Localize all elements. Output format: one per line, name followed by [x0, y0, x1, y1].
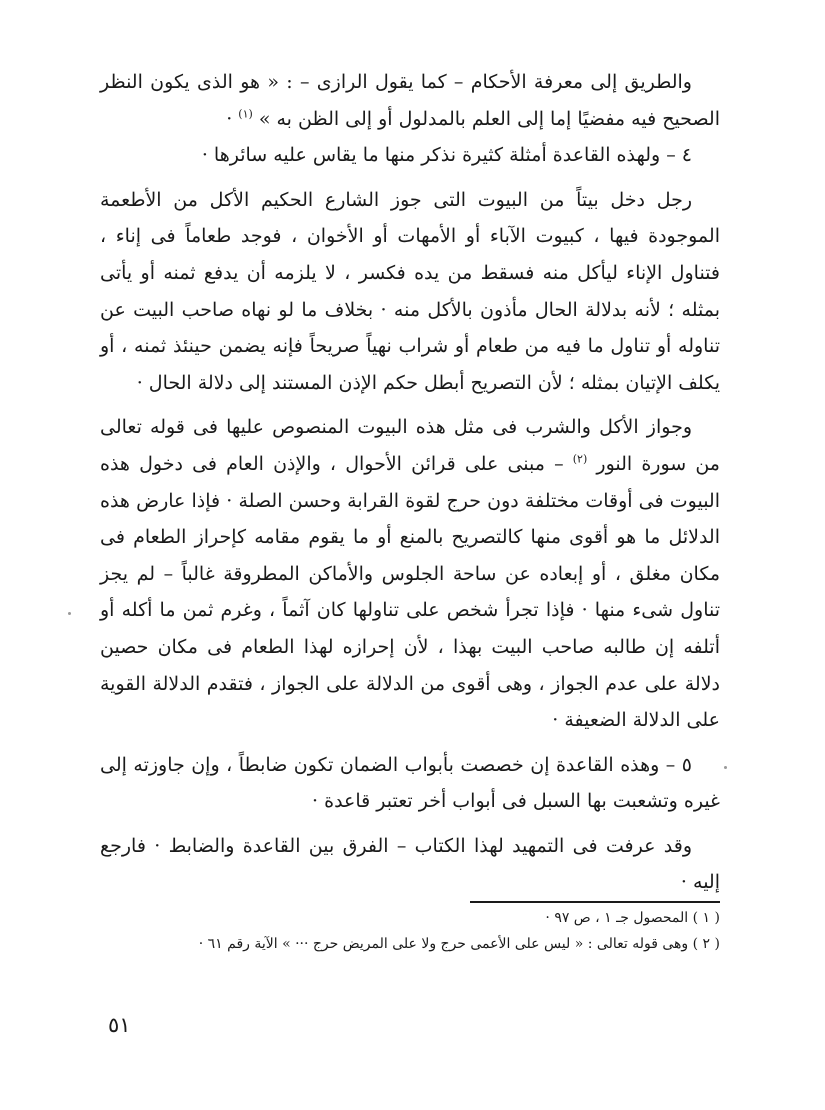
paragraph-text: والطريق إلى معرفة الأحكام – كما يقول الرازى – : « هو الذى يكون النظر الصحيح فيه مفضيًا إما إلى العلم بالمدلول أو إلى الظن به » [100, 71, 720, 130]
paragraph-closing: وقد عرفت فى التمهيد لهذا الكتاب – الفرق بين القاعدة والضابط · فارجع إليه · [100, 834, 720, 894]
page-number: ٥١ [108, 1013, 131, 1037]
paragraph-permission [100, 409, 720, 738]
footnote-separator [470, 901, 720, 903]
footnote-ref-1: (١) [238, 107, 253, 121]
paragraph-house-example: رجل دخل بيتاً من البيوت التى جوز الشارع الحكيم الأكل من الأطعمة الموجودة فيها ، كبيوت الآباء أو الأمهات أو الأخوان ، فوجد طعاماً فى إناء ، فتناول الإناء ليأكل منه فسقط من يده فكسر ، لا يلزمه أن يدفع ثمنه أو يأتى بمثله ؛ لأنه بدلالة الحال مأذون بالأكل منه · بخلاف ما لو نهاه صاحب البيت عن تناوله أو تناول ما فيه من طعام أو شراب نهياً صريحاً فإنه يضمن حينئذ ثمنه ، أو يكلف الإتيان بمثله ؛ لأن التصريح أبطل حكم الإذن المستند إلى دلالة الحال · [100, 188, 720, 394]
body-text [100, 64, 720, 901]
paragraph-rule-scope: ٥ – وهذه القاعدة إن خصصت بأبواب الضمان تكون ضابطاً ، وإن جاوزته إلى غيره وتشعبت بها السبل فى أبواب أخر تعتبر قاعدة · [100, 753, 720, 813]
footnote-ref-2: (٢) [572, 452, 588, 466]
scan-speck [68, 612, 71, 615]
paragraph-text: وجواز الأكل والشرب فى مثل هذه البيوت المنصوص عليها فى قوله تعالى من سورة النور [100, 416, 720, 475]
paragraph-razi-quote [100, 64, 720, 137]
paragraph-end: · [226, 107, 239, 130]
footnote-1: ( ١ ) المحصول جـ ١ ، ص ٩٧ · [545, 910, 720, 926]
scan-speck [724, 766, 727, 769]
footnotes [100, 905, 720, 957]
paragraph-rule-examples: ٤ – ولهذه القاعدة أمثلة كثيرة نذكر منها ما يقاس عليه سائرها · [201, 144, 692, 167]
paragraph-text-continued: – مبنى على قرائن الأحوال ، والإذن العام فى دخول هذه البيوت فى أوقات مختلفة دون حرج لقوة القرابة وحسن الصلة · فإذا عارض هذه الدلائل ما هو أقوى منها كالتصريح بالمنع أو ما يقوم مقامه كإحراز الطعام فى مكان مغلق ، أو إبعاده عن ساحة الجلوس والأماكن المطروقة غالباً – لم يجز تناول شىء منها · فإذا تجرأ شخص على تناولها كان آثماً ، وغرم ثمن ما أكله أو أتلفه إن طالبه صاحب البيت بهذا ، لأن إحرازه لهذا الطعام فى مكان حصين دلالة على عدم الجواز ، وهى أقوى من الدلالة على الجواز ، فتقدم الدلالة القوية على الدلالة الضعيفة · [100, 452, 720, 732]
footnote-2: ( ٢ ) وهى قوله تعالى : « ليس على الأعمى حرج ولا على المريض حرج ··· » الآية رقم ٦١ · [198, 936, 720, 952]
